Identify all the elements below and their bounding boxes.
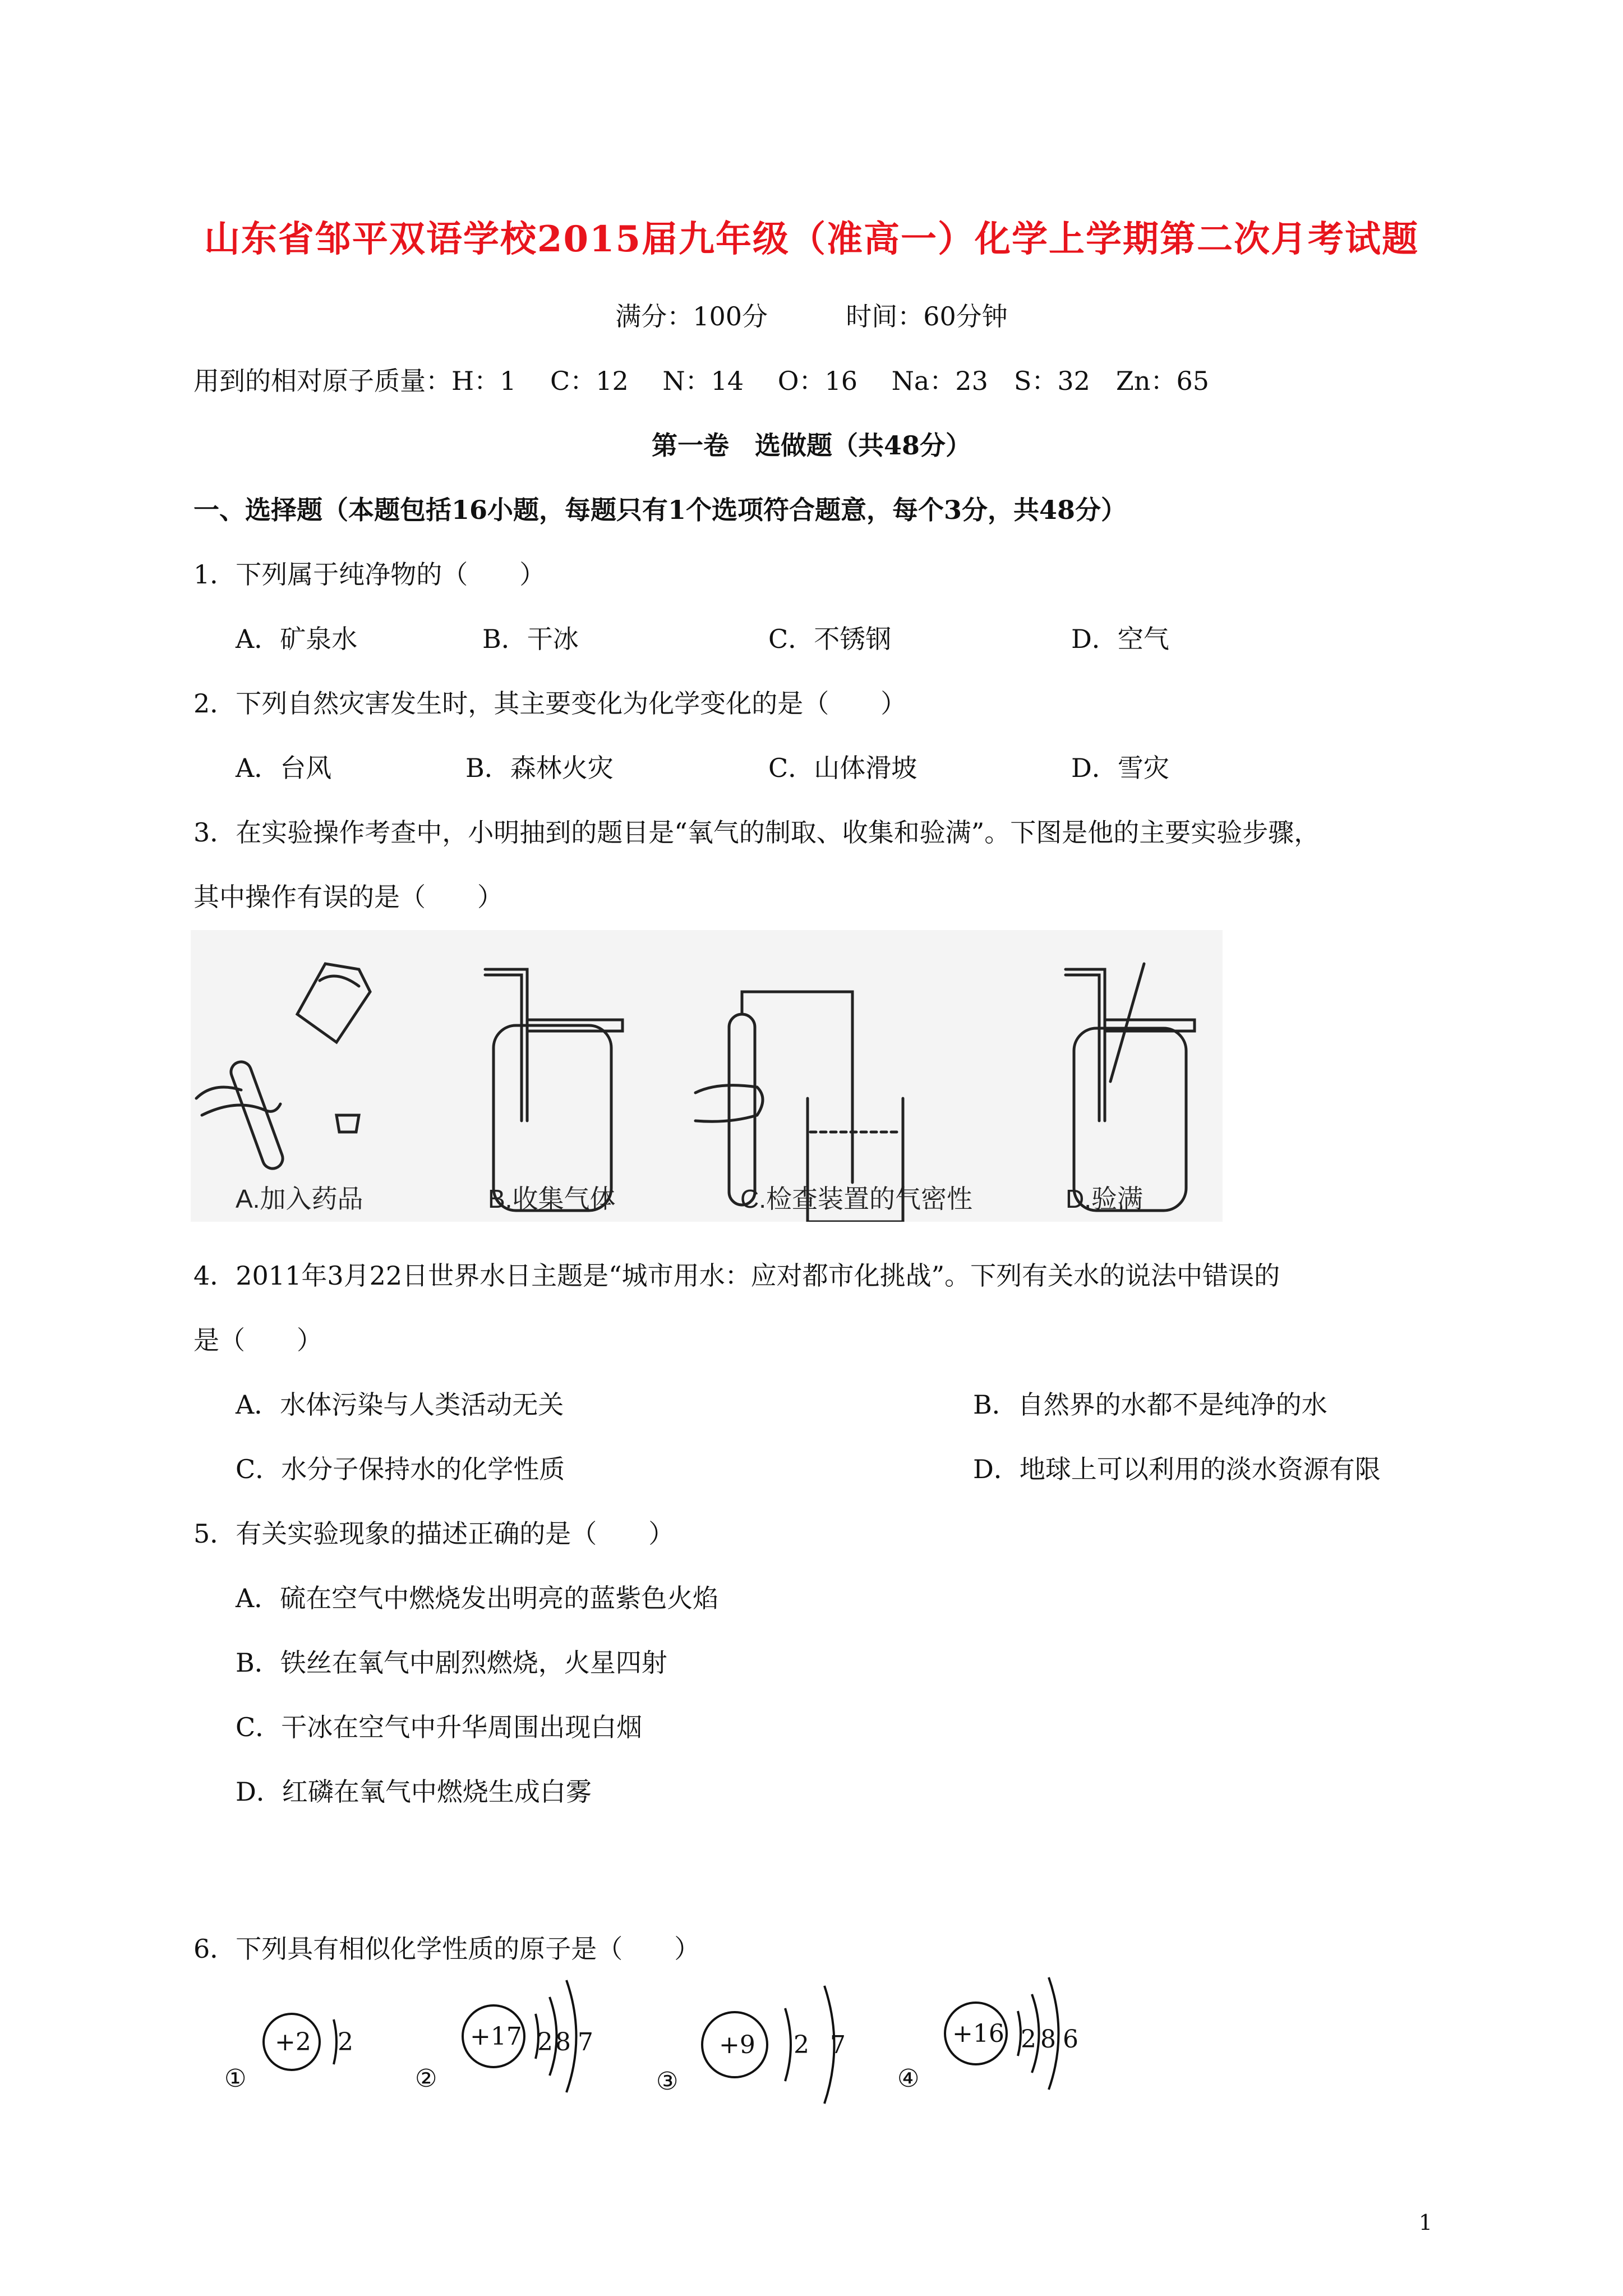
exam-time: 时间：60分钟 (846, 301, 1008, 332)
question-1-stem: 1．下列属于纯净物的（ ） (193, 559, 546, 590)
q5-option-c: C．干冰在空气中升华周围出现白烟 (236, 1712, 643, 1742)
atom-structure-diagrams (213, 1963, 1447, 2132)
atomic-masses: 用到的相对原子质量：H：1 C：12 N：14 O：16 Na：23 S：32 Zn：65 (193, 366, 1210, 396)
gas-bottle-icon (494, 1025, 611, 1211)
q5-option-b: B．铁丝在氧气中剧烈燃烧，火星四射 (236, 1648, 667, 1678)
q5-option-d: D．红磷在氧气中燃烧生成白雾 (236, 1777, 592, 1807)
test-tube-icon (729, 1014, 755, 1205)
page-number: 1 (1418, 2210, 1432, 2235)
q4-option-c: C．水分子保持水的化学性质 (236, 1454, 565, 1484)
question-3-stem-cont: 其中操作有误的是（ ） (193, 882, 503, 912)
test-tube-icon (228, 1059, 285, 1171)
question-4-stem-cont: 是（ ） (193, 1325, 322, 1355)
q4-option-d: D．地球上可以利用的淡水资源有限 (973, 1454, 1381, 1484)
figure-label-b: B.收集气体 (488, 1184, 616, 1213)
atom-1-label: ① (224, 2064, 247, 2093)
atom-2-shell-2: 8 (555, 2028, 571, 2056)
wooden-splint-icon (1110, 964, 1144, 1082)
atom-2-shell-1: 2 (537, 2028, 553, 2056)
exam-meta (0, 296, 1623, 333)
q4-option-b: B．自然界的水都不是纯净的水 (973, 1389, 1327, 1420)
figure-label-a: A.加入药品 (236, 1184, 363, 1213)
gas-bottle-icon (1074, 1028, 1186, 1211)
atom-4-shell-1: 2 (1021, 2025, 1036, 2054)
figure-label-d: D.验满 (1066, 1184, 1143, 1213)
q4-option-a: A．水体污染与人类活动无关 (236, 1389, 564, 1420)
q2-option-b: B．森林火灾 (465, 753, 614, 783)
atom-4-label: ④ (897, 2064, 920, 2093)
q1-option-c: C．不锈钢 (768, 624, 892, 654)
atom-3-label: ③ (656, 2067, 679, 2096)
part-one-heading: 一、选择题（本题包括16小题，每题只有1个选项符合题意，每个3分，共48分） (193, 495, 1127, 525)
q2-option-c: C．山体滑坡 (768, 753, 917, 783)
full-score: 满分：100分 (615, 301, 768, 332)
atom-3-shell-1: 2 (794, 2031, 809, 2059)
question-6-stem: 6．下列具有相似化学性质的原子是（ ） (193, 1934, 700, 1964)
q2-option-d: D．雪灾 (1071, 753, 1169, 783)
atom-3-shell-2: 7 (830, 2031, 846, 2059)
section-title: 第一卷 选做题（共48分） (651, 430, 971, 461)
q1-option-d: D．空气 (1071, 624, 1169, 654)
figure-label-c: C.检查装置的气密性 (740, 1184, 972, 1213)
atom-2-nucleus: +17 (470, 2022, 522, 2051)
stopper-icon (336, 1115, 359, 1132)
atom-4-nucleus: +16 (952, 2019, 1004, 2048)
atom-2-shell-3: 7 (578, 2028, 593, 2056)
question-4-stem: 4．2011年3月22日世界水日主题是“城市用水：应对都市化挑战”。下列有关水的说法中错误的 (193, 1260, 1280, 1291)
lab-steps-figure (191, 930, 1223, 1222)
atom-4-shell-3: 6 (1063, 2025, 1078, 2054)
atom-1-shell-1: 2 (338, 2028, 353, 2056)
question-3-stem: 3．在实验操作考查中，小明抽到的题目是“氧气的制取、收集和验满”。下图是他的主要实验步骤， (193, 817, 1320, 848)
atom-3-nucleus: +9 (719, 2031, 755, 2059)
atom-4-shell-2: 8 (1040, 2025, 1056, 2054)
question-2-stem: 2．下列自然灾害发生时，其主要变化为化学变化的是（ ） (193, 688, 907, 719)
q1-option-a: A．矿泉水 (236, 624, 358, 654)
q5-option-a: A．硫在空气中燃烧发出明亮的蓝紫色火焰 (236, 1583, 719, 1613)
atom-2-label: ② (415, 2064, 437, 2093)
question-5-stem: 5．有关实验现象的描述正确的是（ ） (193, 1519, 675, 1549)
page-title: 山东省邹平双语学校2015届九年级（准高一）化学上学期第二次月考试题 (204, 218, 1419, 260)
q2-option-a: A．台风 (236, 753, 332, 783)
lab-steps-drawing (191, 930, 1223, 1222)
atom-1-nucleus: +2 (275, 2028, 311, 2056)
q1-option-b: B．干冰 (482, 624, 579, 654)
